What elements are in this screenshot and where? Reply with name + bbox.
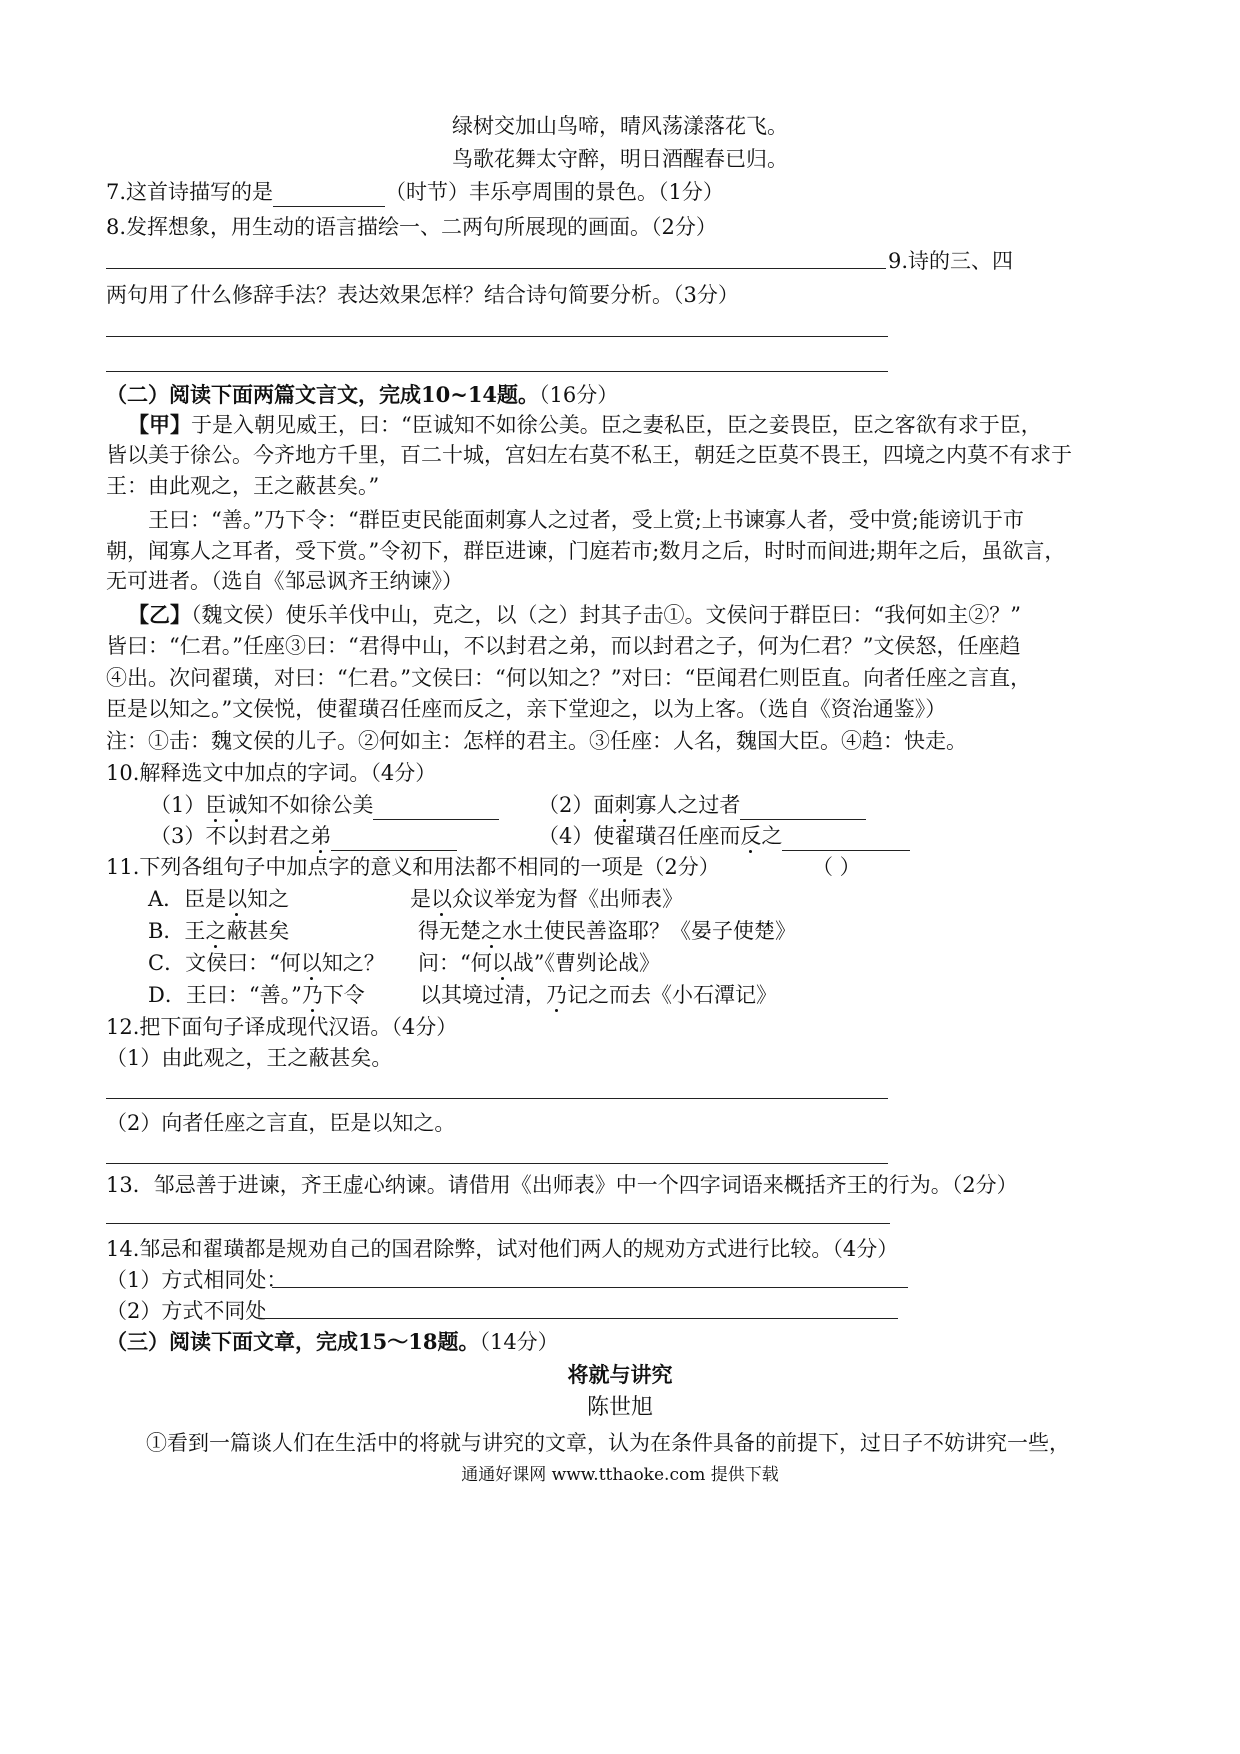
option-c-right: 问：“何 (418, 951, 492, 975)
question-9-cont: 两句用了什么修辞手法？表达效果怎样？结合诗句简要分析。（3分） (106, 283, 739, 307)
q10-item-1 (150, 790, 499, 820)
option-b-compare (418, 916, 796, 946)
dotted-word: 乃 (546, 983, 567, 1007)
annotation-note: 注：①击：魏文侯的儿子。②何如主：怎样的君主。③任座：人名，魏国大臣。④趋：快走。 (106, 729, 967, 753)
dotted-word: 诚 (226, 793, 248, 817)
answer-line-14-1[interactable] (272, 1287, 908, 1288)
option-a-left-end: 知之 (247, 887, 290, 911)
footer-source: 通通好课网 www.tthaoke.com 提供下载 (461, 1465, 779, 1485)
yi-tag: 【乙】 (128, 602, 191, 627)
answer-blank-10-4[interactable] (782, 828, 910, 851)
dotted-word: 以 (226, 887, 248, 911)
q10-item-2-text: （2）面 (538, 793, 615, 817)
option-c-right-end: 战”《曹刿论战》 (512, 951, 660, 975)
option-d (148, 980, 365, 1010)
dotted-word: 之 (481, 919, 502, 943)
question-13: 13．邹忌善于进谏，齐王虚心纳谏。请借用《出师表》中一个四字词语来概括齐王的行为。（2分） (106, 1173, 1018, 1197)
question-7 (106, 177, 724, 207)
answer-line-8[interactable] (106, 268, 886, 269)
section-3-score: （14分） (479, 1330, 559, 1354)
q10-item-2-text2: 寡人之过者 (635, 793, 741, 817)
q10-item-4-text2: 之 (761, 824, 783, 848)
q14-answer-2-label: （2）方式不同处 (106, 1299, 267, 1323)
jia-p1-line-1 (128, 410, 1042, 440)
answer-line-12-1[interactable] (106, 1098, 888, 1099)
question-12: 12.把下面句子译成现代汉语。（4分） (106, 1015, 458, 1039)
dotted-word: 乃 (301, 983, 323, 1007)
question-14: 14.邹忌和翟璜都是规劝自己的国君除弊，试对他们两人的规劝方式进行比较。（4分） (106, 1237, 899, 1261)
dotted-word: 以 (300, 951, 322, 975)
option-a-right: 是 (410, 887, 431, 911)
section-2-title: （二）阅读下面两篇文言文，完成10~14题。 (106, 382, 540, 407)
jia-p2-line-1: 王曰：“善。”乃下令：“群臣吏民能面刺寡人之过者，受上赏;上书谏寡人者，受中赏;能谤讥于市 (148, 508, 1024, 532)
dotted-word: 以 (431, 887, 452, 911)
jia-tag: 【甲】 (128, 412, 191, 437)
yi-line-1 (128, 600, 1021, 630)
yi-line-4: 臣是以知之。”文侯悦，使翟璜召任座而反之，亲下堂迎之，以为上客。（选自《资治通鉴》） (106, 697, 947, 721)
q10-item-4-text: （4）使翟璜召任座而 (538, 824, 741, 848)
option-d-left: D．王曰：“善。” (148, 983, 302, 1007)
option-a-left: A．臣是 (148, 887, 227, 911)
option-a-compare (410, 884, 683, 914)
option-d-right: 以其境过清， (420, 983, 546, 1007)
answer-line-13[interactable] (106, 1223, 890, 1224)
jia-p1-line-3: 王：由此观之，王之蔽甚矣。” (106, 474, 380, 498)
q10-item-4 (538, 821, 910, 851)
q10-item-3 (150, 821, 457, 851)
jia-p2-line-2: 朝，闻寡人之耳者，受下赏。”令初下，群臣进谏，门庭若市;数月之后，时时而间进;期年之后，虽欲言， (106, 539, 1066, 563)
question-11-answer-paren[interactable]: （ ） (812, 855, 861, 879)
q10-item-2 (538, 790, 866, 820)
yi-line-1-text: （魏文侯）使乐羊伐中山，克之，以（之）封其子击①。文侯问于群臣曰：“我何如主②？” (191, 603, 1021, 627)
question-7-prefix: 7.这首诗描写的是 (106, 180, 274, 204)
poem-line-3: 绿树交加山鸟啼，晴风荡漾落花飞。 (452, 114, 788, 138)
q14-answer-2 (106, 1296, 266, 1326)
answer-blank-10-3[interactable] (331, 828, 457, 851)
answer-blank-10-1[interactable] (373, 797, 499, 820)
question-11: 11.下列各组句子中加点字的意义和用法都不相同的一项是（2分） (106, 855, 720, 879)
option-d-compare (420, 980, 777, 1010)
q12-sentence-2: （2）向者任座之言直，臣是以知之。 (106, 1111, 456, 1135)
article-author: 陈世旭 (586, 1395, 653, 1420)
answer-blank-7[interactable] (273, 184, 385, 207)
q14-answer-1-label: （1）方式相同处： (106, 1268, 288, 1292)
option-b (148, 916, 289, 946)
option-c-left: C．文侯曰：“何 (148, 951, 301, 975)
dotted-word: 弟 (310, 824, 332, 848)
dotted-word: 臣 (205, 793, 227, 817)
q10-item-1-text: 知不如徐公美 (247, 793, 374, 817)
answer-line-14-2[interactable] (262, 1318, 898, 1319)
jia-p1-line-2: 皆以美于徐公。今齐地方千里，百二十城，宫妇左右莫不私王，朝廷之臣莫不畏王，四境之内莫不有求于 (106, 443, 1072, 467)
answer-blank-10-2[interactable] (740, 797, 866, 820)
answer-line-9b[interactable] (106, 371, 888, 372)
poem-line-4: 鸟歌花舞太守醉，明日酒醒春已归。 (452, 147, 788, 171)
section-2-heading (106, 380, 618, 410)
question-10: 10.解释选文中加点的字词。（4分） (106, 761, 437, 785)
question-7-suffix: （时节）丰乐亭周围的景色。（1分） (385, 180, 724, 204)
section-3-heading (106, 1327, 559, 1357)
option-b-left: B．王 (148, 919, 206, 943)
option-b-right-end: 水土使民善盗耶？《晏子使楚》 (502, 919, 796, 943)
q14-answer-1 (106, 1265, 287, 1295)
option-b-left-end: 蔽甚矣 (226, 919, 290, 943)
q12-sentence-1: （1）由此观之，王之蔽甚矣。 (106, 1046, 393, 1070)
question-9-start: 9.诗的三、四 (888, 249, 1014, 273)
q10-item-1-num: （1） (150, 793, 206, 817)
option-c-left-end: 知之？ (321, 951, 385, 975)
article-title: 将就与讲究 (567, 1362, 673, 1387)
option-c-compare (418, 948, 660, 978)
option-a-right-end: 众议举宠为督《出师表》 (452, 887, 683, 911)
section-3-title: （三）阅读下面文章，完成15～18题。 (106, 1329, 480, 1354)
dotted-word: 以 (491, 951, 513, 975)
option-d-right-end: 记之而去《小石潭记》 (567, 983, 777, 1007)
answer-line-12-2[interactable] (106, 1163, 888, 1164)
answer-line-9a[interactable] (106, 336, 888, 337)
option-b-right: 得无楚 (418, 919, 481, 943)
dotted-word: 反 (740, 824, 762, 848)
dotted-word: 之 (205, 919, 227, 943)
section-2-score: （16分） (539, 383, 619, 407)
option-c (148, 948, 385, 978)
yi-line-3: ④出。次问翟璜，对曰：“仁君。”文侯曰：“何以知之？”对曰：“臣闻君仁则臣直。向者任座之言直， (106, 666, 1032, 690)
option-a (148, 884, 289, 914)
article-paragraph-1: ①看到一篇谈人们在生活中的将就与讲究的文章，认为在条件具备的前提下，过日子不妨讲究一些， (146, 1431, 1070, 1455)
q10-item-3-text: （3）不以封君之 (150, 824, 311, 848)
option-d-left-end: 下令 (322, 983, 365, 1007)
question-8: 8.发挥想象，用生动的语言描绘一、二两句所展现的画面。（2分） (106, 215, 717, 239)
dotted-word: 刺 (614, 793, 636, 817)
jia-p1-line-1-text: 于是入朝见威王，曰：“臣诚知不如徐公美。臣之妻私臣，臣之妾畏臣，臣之客欲有求于臣， (191, 413, 1042, 437)
yi-line-2: 皆曰：“仁君。”任座③曰：“君得中山，不以封君之弟，而以封君之子，何为仁君？”文侯怒，任座趋 (106, 634, 1021, 658)
jia-p2-line-3: 无可进者。（选自《邹忌讽齐王纳谏》） (106, 569, 463, 593)
